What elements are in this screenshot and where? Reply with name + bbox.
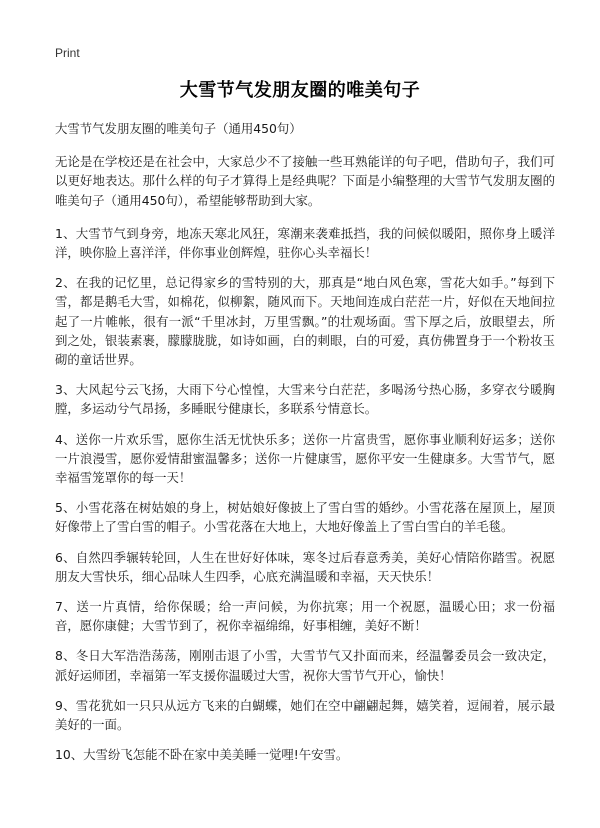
print-link[interactable]: Print [55, 46, 80, 60]
paragraph-6: 6、自然四季辗转轮回，人生在世好好体味，寒冬过后春意秀美，美好心情陪你踏雪。祝愿朋友大雪快乐，细心品味人生四季，心底充满温暖和幸福，天天快乐！ [55, 549, 555, 584]
paragraph-5: 5、小雪花落在树姑娘的身上，树姑娘好像披上了雪白雪的婚纱。小雪花落在屋顶上，屋顶好像带上了雪白雪的帽子。小雪花落在大地上，大地好像盖上了雪白雪白的羊毛毯。 [55, 500, 555, 535]
paragraph-4: 4、送你一片欢乐雪，愿你生活无忧快乐多；送你一片富贵雪，愿你事业顺利好运多；送你一片浪漫雪，愿你爱情甜蜜温馨多；送你一片健康雪，愿你平安一生健康多。大雪节气，愿幸福雪笼罩你的每一天！ [55, 431, 555, 486]
article-body [55, 119, 555, 775]
page-title: 大雪节气发朋友圈的唯美句子 [179, 80, 421, 101]
paragraph-9: 9、雪花犹如一只只从远方飞来的白蝴蝶，她们在空中翩翩起舞，嬉笑着，逗闹着，展示最美好的一面。 [55, 697, 555, 733]
paragraph-3: 3、大风起兮云飞扬，大雨下兮心惶惶，大雪来兮白茫茫，多喝汤兮热心肠，多穿衣兮暖胸膛，多运动兮气昂扬，多睡眠兮健康长，多联系兮情意长。 [55, 382, 555, 417]
paragraph-7: 7、送一片真情，给你保暖；给一声问候，为你抗寒；用一个祝愿，温暖心田；求一份福音，愿你康健；大雪节到了，祝你幸福绵绵，好事相缠，美好不断！ [55, 599, 555, 634]
article-subtitle: 大雪节气发朋友圈的唯美句子（通用450句） [55, 121, 302, 136]
paragraph-2: 2、在我的记忆里，总记得家乡的雪特别的大，那真是“地白风色寒，雪花大如手。”每到下雪，都是鹅毛大雪，如棉花，似柳絮，随风而下。天地间连成白茫茫一片，好似在天地间拉起了一片帷帐，很有一派“千里冰封，万里雪飘。”的壮观场面。雪下厚之后，放眼望去，所到之处，银装素裹，朦朦胧胧，如诗如画，白的刺眼，白的可爱，真仿佛置身于一个粉妆玉砌的童话世界。 [55, 275, 555, 368]
paragraph-10: 10、大雪纷飞怎能不卧在家中美美睡一觉哩!午安雪。 [55, 747, 349, 763]
paragraph-8: 8、冬日大军浩浩荡荡，刚刚击退了小雪，大雪节气又扑面而来，经温馨委员会一致决定，派好运师团，幸福第一军支援你温暖过大雪，祝你大雪节气开心，愉快！ [55, 648, 555, 683]
paragraph-1: 1、大雪节气到身旁，地冻天寒北风狂，寒潮来袭难抵挡，我的问候似暖阳，照你身上暖洋洋，映你脸上喜洋洋，伴你事业创辉煌，驻你心头幸福长！ [55, 225, 555, 261]
article-intro: 无论是在学校还是在社会中，大家总少不了接触一些耳熟能详的句子吧，借助句子，我们可以更好地表达。那什么样的句子才算得上是经典呢？下面是小编整理的大雪节气发朋友圈的唯美句子（通用450句），希望能够帮助到大家。 [55, 154, 555, 208]
